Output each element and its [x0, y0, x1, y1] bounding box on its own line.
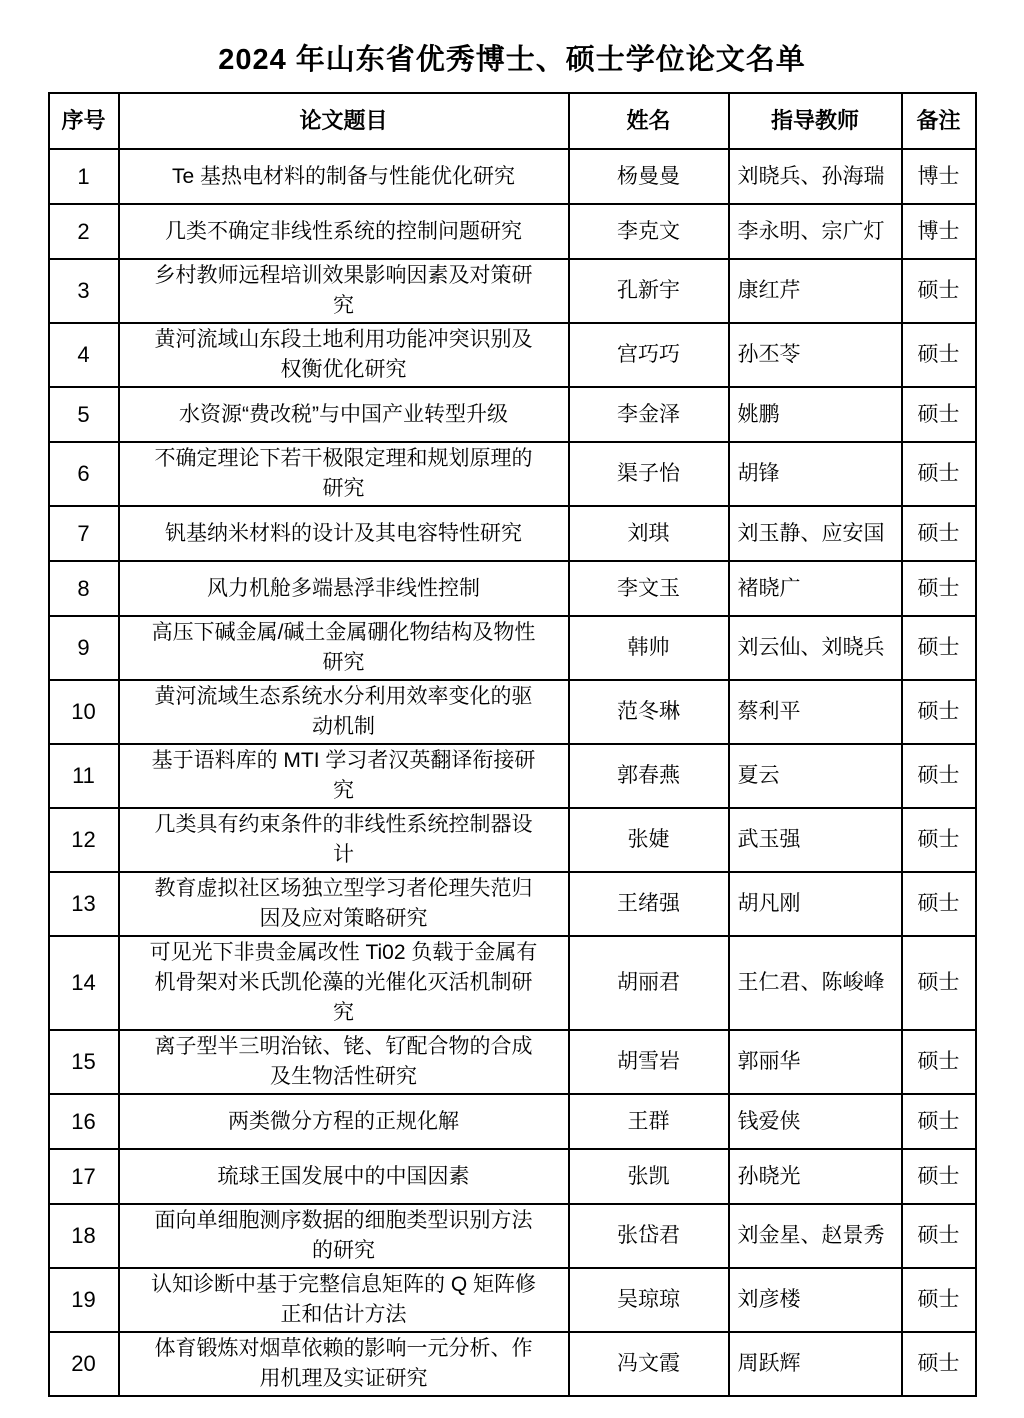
- degree-note-cell: 博士: [902, 149, 976, 204]
- degree-note-cell: 硕士: [902, 616, 976, 680]
- degree-note-cell: 硕士: [902, 323, 976, 387]
- advisor-names-cell: 武玉强: [729, 808, 902, 872]
- table-row: [49, 323, 976, 387]
- row-number-cell: 3: [49, 259, 119, 323]
- row-number-cell: 1: [49, 149, 119, 204]
- table-row: [49, 744, 976, 808]
- student-name-cell: 李克文: [569, 204, 729, 259]
- thesis-title-cell: 不确定理论下若干极限定理和规划原理的研究: [119, 442, 569, 506]
- thesis-title-cell: 钒基纳米材料的设计及其电容特性研究: [119, 506, 569, 561]
- row-number-cell: 15: [49, 1030, 119, 1094]
- student-name-cell: 王群: [569, 1094, 729, 1149]
- student-name-cell: 张婕: [569, 808, 729, 872]
- degree-note-cell: 硕士: [902, 1204, 976, 1268]
- advisor-names-cell: 钱爱侠: [729, 1094, 902, 1149]
- advisor-names-cell: 刘金星、赵景秀: [729, 1204, 902, 1268]
- thesis-title-cell: 认知诊断中基于完整信息矩阵的 Q 矩阵修正和估计方法: [119, 1268, 569, 1332]
- table-row: [49, 1268, 976, 1332]
- table-row: [49, 680, 976, 744]
- student-name-cell: 张岱君: [569, 1204, 729, 1268]
- advisor-names-cell: 褚晓广: [729, 561, 902, 616]
- degree-note-cell: 硕士: [902, 506, 976, 561]
- advisor-names-cell: 刘彦楼: [729, 1268, 902, 1332]
- student-name-cell: 胡丽君: [569, 936, 729, 1030]
- table-row: [49, 1204, 976, 1268]
- advisor-names-cell: 蔡利平: [729, 680, 902, 744]
- thesis-title-cell: 体育锻炼对烟草依赖的影响一元分析、作用机理及实证研究: [119, 1332, 569, 1396]
- table-body: [49, 149, 976, 1396]
- advisor-names-cell: 刘晓兵、孙海瑞: [729, 149, 902, 204]
- thesis-title-cell: 水资源“费改税”与中国产业转型升级: [119, 387, 569, 442]
- row-number-cell: 9: [49, 616, 119, 680]
- degree-note-cell: 硕士: [902, 1332, 976, 1396]
- degree-note-cell: 硕士: [902, 1030, 976, 1094]
- advisor-names-cell: 王仁君、陈峻峰: [729, 936, 902, 1030]
- thesis-title-cell: 基于语料库的 MTI 学习者汉英翻译衔接研究: [119, 744, 569, 808]
- thesis-title-cell: 教育虚拟社区场独立型学习者伦理失范归因及应对策略研究: [119, 872, 569, 936]
- table-row: [49, 387, 976, 442]
- degree-note-cell: 硕士: [902, 1268, 976, 1332]
- advisor-names-cell: 康红芹: [729, 259, 902, 323]
- thesis-title-cell: 面向单细胞测序数据的细胞类型识别方法的研究: [119, 1204, 569, 1268]
- advisor-names-cell: 胡锋: [729, 442, 902, 506]
- table-row: [49, 204, 976, 259]
- thesis-title-cell: 琉球王国发展中的中国因素: [119, 1149, 569, 1204]
- row-number-cell: 8: [49, 561, 119, 616]
- student-name-cell: 杨曼曼: [569, 149, 729, 204]
- student-name-cell: 王绪强: [569, 872, 729, 936]
- row-number-cell: 16: [49, 1094, 119, 1149]
- header-row: [49, 93, 976, 149]
- table-row: [49, 936, 976, 1030]
- table-row: [49, 149, 976, 204]
- row-number-cell: 7: [49, 506, 119, 561]
- degree-note-cell: 硕士: [902, 1094, 976, 1149]
- column-header-name: 姓名: [569, 93, 729, 149]
- thesis-table: [48, 92, 977, 1397]
- thesis-title-cell: 几类不确定非线性系统的控制问题研究: [119, 204, 569, 259]
- row-number-cell: 2: [49, 204, 119, 259]
- row-number-cell: 13: [49, 872, 119, 936]
- student-name-cell: 宫巧巧: [569, 323, 729, 387]
- degree-note-cell: 硕士: [902, 1149, 976, 1204]
- table-row: [49, 1332, 976, 1396]
- student-name-cell: 胡雪岩: [569, 1030, 729, 1094]
- thesis-title-cell: Te 基热电材料的制备与性能优化研究: [119, 149, 569, 204]
- row-number-cell: 4: [49, 323, 119, 387]
- degree-note-cell: 硕士: [902, 872, 976, 936]
- page-title: 2024 年山东省优秀博士、硕士学位论文名单: [218, 44, 806, 76]
- student-name-cell: 渠子怡: [569, 442, 729, 506]
- row-number-cell: 11: [49, 744, 119, 808]
- column-header-advisor: 指导教师: [729, 93, 902, 149]
- advisor-names-cell: 孙晓光: [729, 1149, 902, 1204]
- student-name-cell: 范冬琳: [569, 680, 729, 744]
- table-row: [49, 442, 976, 506]
- thesis-title-cell: 两类微分方程的正规化解: [119, 1094, 569, 1149]
- thesis-title-cell: 风力机舱多端悬浮非线性控制: [119, 561, 569, 616]
- thesis-title-cell: 黄河流域生态系统水分利用效率变化的驱动机制: [119, 680, 569, 744]
- student-name-cell: 郭春燕: [569, 744, 729, 808]
- row-number-cell: 14: [49, 936, 119, 1030]
- advisor-names-cell: 李永明、宗广灯: [729, 204, 902, 259]
- degree-note-cell: 博士: [902, 204, 976, 259]
- thesis-title-cell: 可见光下非贵金属改性 Ti02 负载于金属有机骨架对米氏凯伦藻的光催化灭活机制研究: [119, 936, 569, 1030]
- advisor-names-cell: 姚鹏: [729, 387, 902, 442]
- degree-note-cell: 硕士: [902, 259, 976, 323]
- table-row: [49, 1149, 976, 1204]
- row-number-cell: 18: [49, 1204, 119, 1268]
- column-header-no: 序号: [49, 93, 119, 149]
- table-row: [49, 259, 976, 323]
- degree-note-cell: 硕士: [902, 744, 976, 808]
- advisor-names-cell: 郭丽华: [729, 1030, 902, 1094]
- thesis-title-cell: 黄河流域山东段土地利用功能冲突识别及权衡优化研究: [119, 323, 569, 387]
- row-number-cell: 10: [49, 680, 119, 744]
- student-name-cell: 李金泽: [569, 387, 729, 442]
- table-row: [49, 1030, 976, 1094]
- thesis-title-cell: 高压下碱金属/碱土金属硼化物结构及物性研究: [119, 616, 569, 680]
- row-number-cell: 20: [49, 1332, 119, 1396]
- advisor-names-cell: 刘玉静、应安国: [729, 506, 902, 561]
- student-name-cell: 吴琼琼: [569, 1268, 729, 1332]
- advisor-names-cell: 夏云: [729, 744, 902, 808]
- degree-note-cell: 硕士: [902, 561, 976, 616]
- student-name-cell: 冯文霞: [569, 1332, 729, 1396]
- row-number-cell: 19: [49, 1268, 119, 1332]
- table-row: [49, 561, 976, 616]
- thesis-title-cell: 乡村教师远程培训效果影响因素及对策研究: [119, 259, 569, 323]
- degree-note-cell: 硕士: [902, 387, 976, 442]
- table-row: [49, 872, 976, 936]
- student-name-cell: 孔新宇: [569, 259, 729, 323]
- advisor-names-cell: 刘云仙、刘晓兵: [729, 616, 902, 680]
- row-number-cell: 17: [49, 1149, 119, 1204]
- advisor-names-cell: 周跃辉: [729, 1332, 902, 1396]
- table-row: [49, 808, 976, 872]
- student-name-cell: 刘琪: [569, 506, 729, 561]
- table-row: [49, 616, 976, 680]
- degree-note-cell: 硕士: [902, 680, 976, 744]
- table-row: [49, 506, 976, 561]
- advisor-names-cell: 胡凡刚: [729, 872, 902, 936]
- student-name-cell: 韩帅: [569, 616, 729, 680]
- student-name-cell: 张凯: [569, 1149, 729, 1204]
- row-number-cell: 12: [49, 808, 119, 872]
- student-name-cell: 李文玉: [569, 561, 729, 616]
- degree-note-cell: 硕士: [902, 808, 976, 872]
- row-number-cell: 5: [49, 387, 119, 442]
- thesis-title-cell: 离子型半三明治铱、铑、钌配合物的合成及生物活性研究: [119, 1030, 569, 1094]
- degree-note-cell: 硕士: [902, 442, 976, 506]
- table-row: [49, 1094, 976, 1149]
- degree-note-cell: 硕士: [902, 936, 976, 1030]
- advisor-names-cell: 孙丕苓: [729, 323, 902, 387]
- column-header-note: 备注: [902, 93, 976, 149]
- table-header: [49, 93, 976, 149]
- thesis-title-cell: 几类具有约束条件的非线性系统控制器设计: [119, 808, 569, 872]
- column-header-title: 论文题目: [119, 93, 569, 149]
- row-number-cell: 6: [49, 442, 119, 506]
